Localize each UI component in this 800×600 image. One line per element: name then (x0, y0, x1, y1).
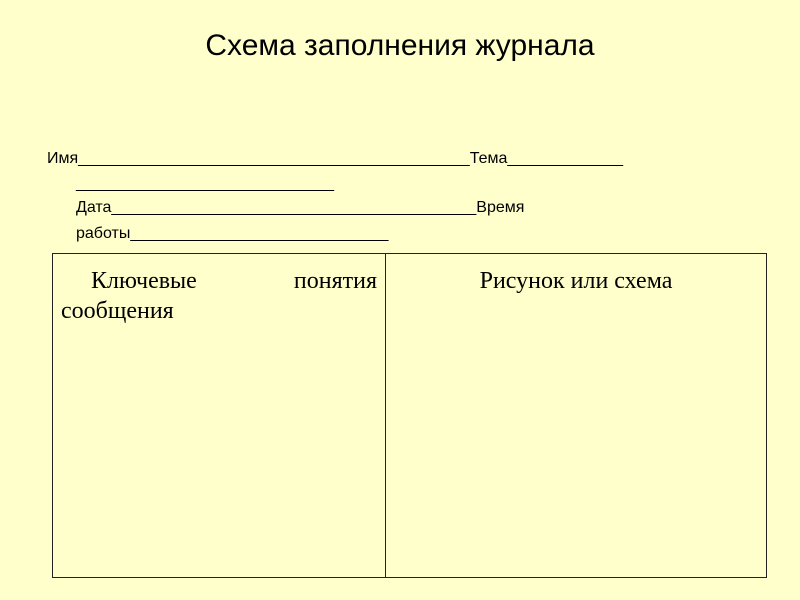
table-row (53, 254, 767, 578)
work-time-line: работы_____________________________ (76, 225, 389, 242)
key-concepts-cell (53, 254, 386, 578)
topic-continuation-line: _____________________________ (76, 175, 335, 192)
drawing-header: Рисунок или схема (479, 268, 673, 294)
page-title: Схема заполнения журнала (205, 29, 595, 62)
key-concepts-header: Ключевые понятия сообщения (61, 268, 377, 324)
date-time-line: Дата_________________________________________Время (76, 199, 525, 216)
drawing-cell (386, 254, 767, 578)
name-topic-line: Имя____________________________________________Тема_____________ (47, 150, 624, 167)
journal-table (52, 253, 767, 578)
